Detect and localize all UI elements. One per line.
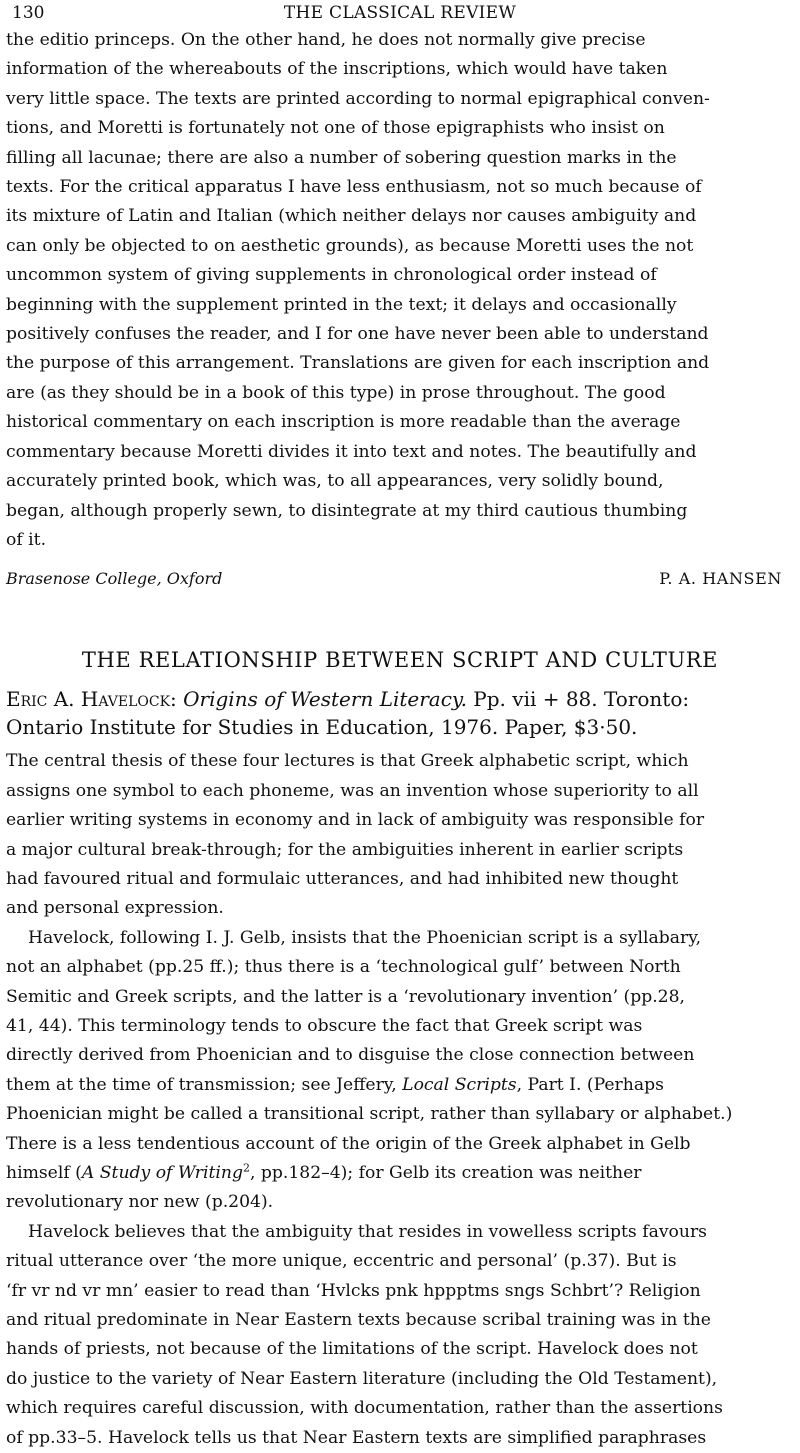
text-line: are (as they should be in a book of this type) in prose throughout. The good — [6, 382, 666, 403]
text-line: assigns one symbol to each phoneme, was an invention whose superiority to all — [6, 780, 699, 801]
text-line: Havelock believes that the ambiguity that resides in vowelless scripts favours — [28, 1221, 707, 1242]
book-title: Origins of Western Literacy. — [183, 687, 467, 712]
text-line: positively confuses the reader, and I for one have never been able to understand — [6, 324, 709, 345]
text-line — [6, 1071, 794, 1100]
text-line: earlier writing systems in economy and in lack of ambiguity was responsible for — [6, 810, 705, 831]
text-line: of it. — [6, 529, 47, 550]
text-line: Phoenician might be called a transitional script, rather than syllabary or alphabet.) — [6, 1104, 733, 1125]
text-segment: them at the time of transmission; see Jeffery, — [6, 1074, 403, 1095]
review-signoff — [6, 565, 794, 593]
text-line: do justice to the variety of Near Eastern literature (including the Old Testament), — [6, 1368, 718, 1389]
text-line: uncommon system of giving supplements in chronological order instead of — [6, 265, 657, 286]
text-line: the editio princeps. On the other hand, he does not normally give precise — [6, 30, 646, 50]
text-line: of pp.33–5. Havelock tells us that Near Eastern texts are simplified paraphrases — [6, 1427, 707, 1448]
book-author: Eric A. Havelock: — [6, 687, 177, 712]
cited-work: A Study of Writing — [81, 1163, 243, 1183]
text-line: ‘fr vr nd vr mn’ easier to read than ‘Hvlcks pnk hppptms sngs Schbrt’? Religion — [6, 1280, 701, 1301]
running-head: THE CLASSICAL REVIEW — [283, 3, 517, 23]
text-line: not an alphabet (pp.25 ff.); thus there is a ‘technological gulf’ between North — [6, 957, 681, 978]
book-details: Pp. vii + 88. Toronto: — [473, 687, 690, 712]
text-line: beginning with the supplement printed in the text; it delays and occasionally — [6, 294, 677, 315]
text-line: tions, and Moretti is fortunately not one of those epigraphists who insist on — [6, 118, 665, 139]
book-citation — [6, 685, 794, 741]
text-line: ritual utterance over ‘the more unique, eccentric and personal’ (p.37). But is — [6, 1251, 677, 1272]
edition-superscript: 2 — [242, 1161, 250, 1175]
text-line: There is a less tendentious account of the origin of the Greek alphabet in Gelb — [6, 1133, 691, 1154]
text-segment: , pp.182–4); for Gelb its creation was neither — [249, 1163, 642, 1183]
review-body — [6, 747, 794, 1453]
text-line: its mixture of Latin and Italian (which neither delays nor causes ambiguity and — [6, 206, 697, 227]
text-line: Havelock, following I. J. Gelb, insists that the Phoenician script is a syllabary, — [28, 927, 702, 948]
reviewer-name: P. A. HANSEN — [659, 569, 782, 589]
text-line — [6, 1159, 794, 1188]
text-line: The central thesis of these four lectures is that Greek alphabetic script, which — [6, 751, 689, 772]
text-line: had favoured ritual and formulaic utterances, and had inhibited new thought — [6, 868, 679, 889]
text-line: very little space. The texts are printed according to normal epigraphical conven- — [6, 88, 710, 109]
text-line: can only be objected to on aesthetic grounds), as because Moretti uses the not — [6, 235, 694, 256]
text-line: texts. For the critical apparatus I have less enthusiasm, not so much because of — [6, 177, 702, 198]
text-line: accurately printed book, which was, to all appearances, very solidly bound, — [6, 471, 664, 492]
text-line: information of the whereabouts of the inscriptions, which would have taken — [6, 59, 668, 80]
cited-work: Local Scripts — [402, 1074, 517, 1095]
review-continuation — [6, 26, 794, 555]
reviewer-affiliation: Brasenose College, Oxford — [6, 569, 223, 589]
text-line: the purpose of this arrangement. Translations are given for each inscription and — [6, 353, 710, 374]
text-segment: , Part I. (Perhaps — [516, 1074, 664, 1095]
text-segment: himself ( — [6, 1163, 82, 1183]
text-line: filling all lacunae; there are also a number of sobering question marks in the — [6, 147, 677, 168]
text-line: and personal expression. — [6, 898, 224, 919]
page-number: 130 — [12, 3, 45, 23]
page-header — [6, 0, 794, 26]
review-title: THE RELATIONSHIP BETWEEN SCRIPT AND CULTURE — [81, 648, 719, 673]
text-line: which requires careful discussion, with documentation, rather than the assertions — [6, 1398, 723, 1419]
text-line: historical commentary on each inscription is more readable than the average — [6, 412, 681, 433]
text-line: began, although properly sewn, to disintegrate at my third cautious thumbing — [6, 500, 688, 521]
text-line: directly derived from Phoenician and to disguise the close connection between — [6, 1045, 695, 1066]
book-publisher: Ontario Institute for Studies in Education, 1976. Paper, $3·50. — [6, 715, 638, 740]
text-line: a major cultural break-through; for the ambiguities inherent in earlier scripts — [6, 839, 684, 860]
text-line: 41, 44). This terminology tends to obscure the fact that Greek script was — [6, 1015, 643, 1036]
text-line: commentary because Moretti divides it into text and notes. The beautifully and — [6, 441, 697, 462]
text-line: Semitic and Greek scripts, and the latter is a ‘revolutionary invention’ (pp.28, — [6, 986, 685, 1007]
text-line: and ritual predominate in Near Eastern texts because scribal training was in the — [6, 1310, 711, 1331]
text-line: hands of priests, not because of the limitations of the script. Havelock does not — [6, 1339, 698, 1360]
text-line: revolutionary nor new (p.204). — [6, 1192, 274, 1213]
